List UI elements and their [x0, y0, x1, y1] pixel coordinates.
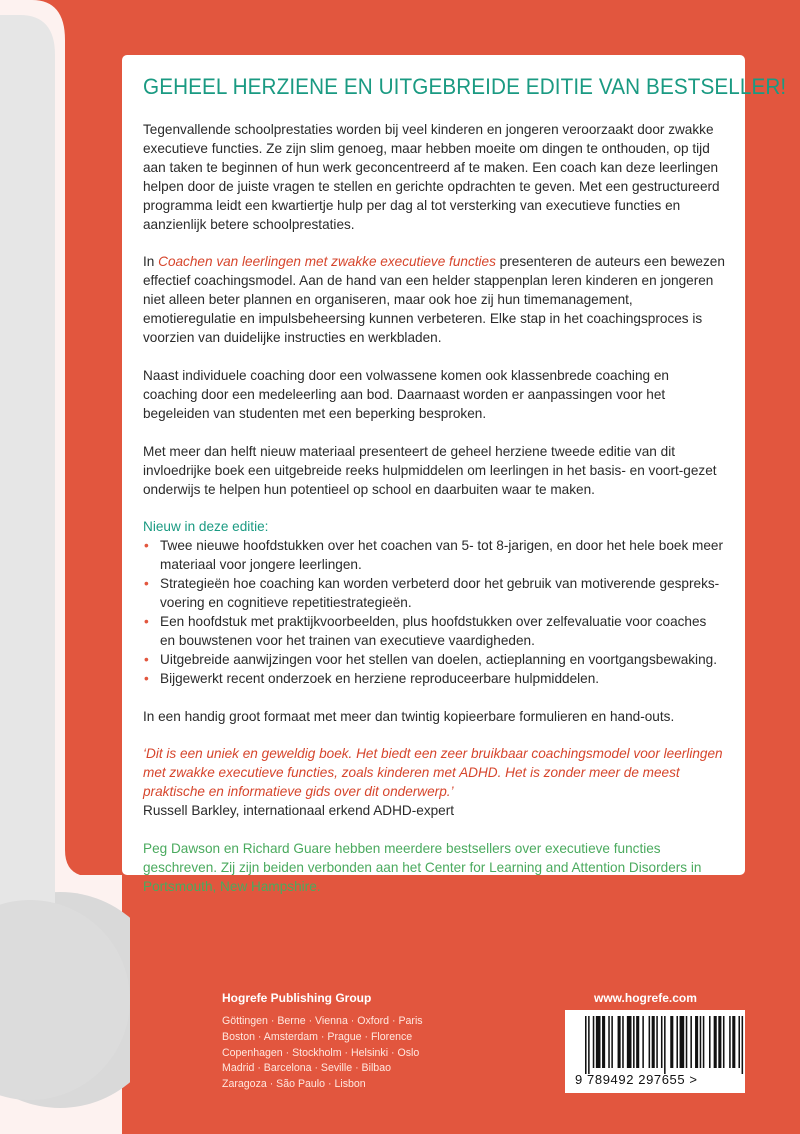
barcode-bar	[703, 1016, 705, 1068]
barcode-bar	[690, 1016, 692, 1068]
barcode-bar	[636, 1016, 639, 1068]
intro-paragraph: Tegenvallende schoolprestaties worden bij veel kinderen en jongeren veroorzaakt door zwakke executieve functies. Ze zijn slim genoeg, maar hebben moeite om dingen te onthouden, op tijd aan taken te beginnen of hun werk geconcentreerd af te maken. Een coach kan deze leerlingen helpen door de juiste vragen te stellen en gerichte opdrachten te geven. Met een gestructureerd programma leidt een kwartiertje hulp per dag al tot versterking van executieve functies en aanzienlijk betere schoolprestaties.	[143, 122, 720, 232]
barcode-bar	[729, 1016, 731, 1068]
barcode-bar	[676, 1016, 678, 1068]
list-item: • Bijgewerkt recent onderzoek en herziene reproduceerbare hulpmiddelen.	[143, 670, 725, 689]
headline: GEHEEL HERZIENE EN UITGEBREIDE EDITIE VAN BESTSELLER!	[143, 74, 787, 99]
barcode-bar	[742, 1016, 744, 1074]
bullet-icon: •	[144, 613, 149, 629]
barcode-bar	[649, 1016, 651, 1068]
publisher-name: Hogrefe Publishing Group	[222, 991, 372, 1005]
barcode-bar	[686, 1016, 688, 1068]
barcode-bar	[656, 1016, 658, 1068]
barcode-bar	[618, 1016, 621, 1068]
new-edition-list	[143, 537, 725, 688]
cities-line: Copenhagen · Stockholm · Helsinki · Oslo	[222, 1046, 420, 1059]
isbn-barcode	[565, 1010, 745, 1093]
barcode-bar	[738, 1016, 740, 1068]
barcode-bar	[596, 1016, 601, 1068]
list-item: • Twee nieuwe hoofdstukken over het coachen van 5- tot 8-jarigen, en door het hele boek meer materiaal voor jongere leerlingen.	[144, 538, 723, 573]
barcode-icon	[565, 1010, 745, 1074]
barcode-bar	[585, 1016, 587, 1074]
text-panel	[122, 55, 787, 894]
book-description-paragraph	[143, 253, 725, 348]
endorsement-quote: ‘Dit is een uniek en geweldig boek. Het biedt een zeer bruikbaar coachingsmodel voor leerlingen met zwakke executieve functies, zoals kinderen met ADHD. Het is zonder meer de meest praktische en informatieve gids over dit onderwerp.’	[143, 746, 723, 800]
barcode-bar	[611, 1016, 613, 1068]
cities-line: Zaragoza · São Paulo · Lisbon	[222, 1078, 366, 1091]
barcode-bar	[593, 1016, 595, 1068]
barcode-bar	[695, 1016, 698, 1068]
barcode-bar	[652, 1016, 655, 1068]
barcode-bar	[642, 1016, 644, 1068]
barcode-bar	[608, 1016, 610, 1068]
coaching-paragraph: Naast individuele coaching door een volwassene komen ook klassenbrede coaching en coaching door een medeleerling aan bod. Daarnaast worden er aanpassingen voor het begeleiden van studenten met een beperking besproken.	[143, 367, 669, 421]
quote-author: Russell Barkley, internationaal erkend ADHD-expert	[143, 803, 455, 819]
list-item: • Een hoofdstuk met praktijkvoorbeelden, plus hoofdstukken over zelfevaluatie voor coaches en bouwstenen voor het trainen van executieve vaardigheden.	[144, 613, 707, 648]
barcode-bar	[661, 1016, 663, 1068]
barcode-bar	[633, 1016, 635, 1068]
thermometer-tube	[0, 0, 130, 1134]
cities-line: Boston · Amsterdam · Prague · Florence	[222, 1030, 413, 1043]
barcode-bar	[588, 1016, 590, 1074]
cities-line: Göttingen · Berne · Vienna · Oxford · Paris	[222, 1015, 423, 1027]
bullet-icon: •	[144, 576, 149, 592]
new-material-paragraph: Met meer dan helft nieuw materiaal presenteert de geheel herziene tweede editie van dit invloedrijke boek een uitgebreide reeks hulpmiddelen om leerlingen in het basis- en voort-gezet onderwijs te helpen hun potentieel op school en daarbuiten waar te maken.	[143, 443, 717, 497]
barcode-bar	[718, 1016, 721, 1068]
barcode-bar	[622, 1016, 624, 1068]
cities-line: Madrid · Barcelona · Seville · Bilbao	[222, 1062, 391, 1075]
authors-bio: Peg Dawson en Richard Guare hebben meerdere bestsellers over executieve functies geschreven. Zij zijn beiden verbonden aan het Center for Learning and Attention Disorders in Portsmouth, New Hampshire.	[143, 841, 702, 894]
barcode-bar	[664, 1016, 666, 1074]
barcode-bar	[723, 1016, 725, 1068]
barcode-bar	[732, 1016, 735, 1068]
para-rest: presenteren de auteurs een bewezen effectief coachingsmodel. Aan de hand van een helder stappenplan leren kinderen en jongeren niet alleen beter plannen en organiseren, maar ook hoe zij hun timemanagement, emotieregulatie en impulsbeheersing kunnen verbeteren. Elke stap in het coachingsproces is voorzien van duidelijke instructies en werkbladen.	[143, 254, 725, 346]
new-edition-title: Nieuw in deze editie:	[143, 519, 269, 535]
para-prefix: In	[143, 254, 159, 270]
barcode-bar	[714, 1016, 717, 1068]
barcode-bar	[680, 1016, 685, 1068]
publisher-block	[222, 991, 423, 1093]
barcode-bar	[627, 1016, 632, 1068]
barcode-bar	[700, 1016, 702, 1068]
publisher-cities	[222, 1014, 423, 1093]
bullet-icon: •	[144, 538, 149, 554]
barcode-bar	[670, 1016, 673, 1068]
format-paragraph: In een handig groot formaat met meer dan twintig kopieerbare formulieren en hand-outs.	[143, 708, 675, 724]
isbn-number: 9 789492 297655 >	[575, 1072, 698, 1087]
barcode-bar	[602, 1016, 605, 1068]
bullet-icon: •	[144, 670, 149, 686]
book-title: Coachen van leerlingen met zwakke executieve functies	[158, 254, 496, 270]
list-item: • Uitgebreide aanwijzingen voor het stellen van doelen, actieplanning en voortgangsbewaking.	[143, 651, 725, 670]
barcode-bar	[709, 1016, 711, 1068]
bullet-icon: •	[144, 651, 149, 667]
website-link[interactable]: www.hogrefe.com	[594, 991, 697, 1005]
list-item: • Strategieën hoe coaching kan worden verbeterd door het gebruik van motiverende gespreks-voering en cognitieve repetitiestrategieën.	[144, 576, 720, 611]
